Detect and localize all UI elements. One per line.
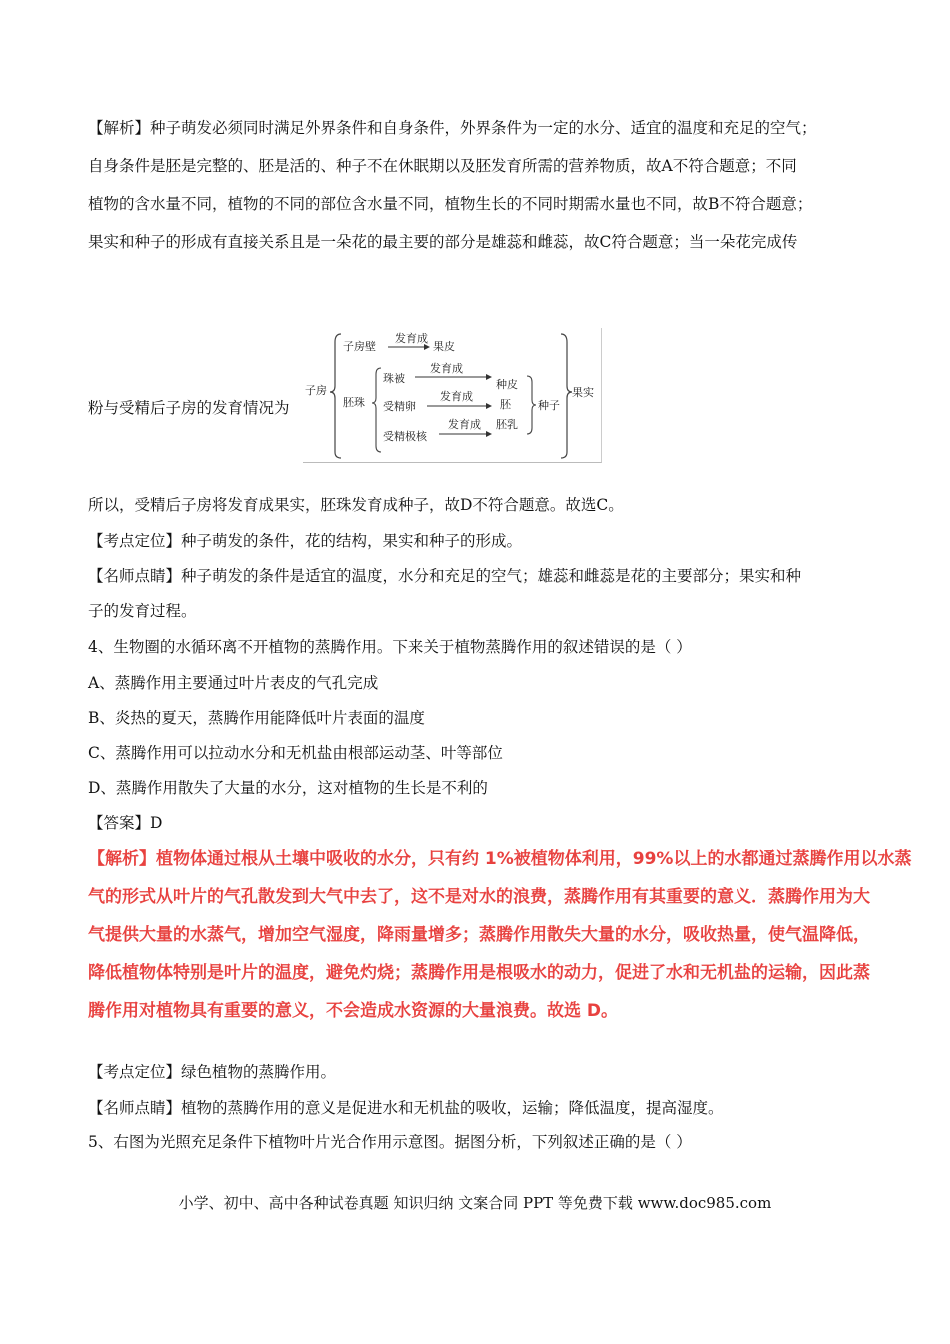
label-develops-1: 发育成 [395, 332, 428, 345]
option-b: B、炎热的夏天，蒸腾作用能降低叶片表面的温度 [88, 709, 425, 727]
option-d: D、蒸腾作用散失了大量的水分，这对植物的生长是不利的 [88, 779, 488, 797]
question-4: 4、生物圈的水循环离不开植物的蒸腾作用。下来关于植物蒸腾作用的叙述错误的是（ ） [88, 638, 692, 656]
option-a: A、蒸腾作用主要通过叶片表皮的气孔完成 [88, 674, 379, 692]
analysis-line-1: 【解析】种子萌发必须同时满足外界条件和自身条件，外界条件为一定的水分、适宜的温度和充足的空气； [88, 119, 817, 137]
label-fruit: 果实 [572, 386, 594, 399]
label-ovule: 胚珠 [343, 396, 365, 409]
red-analysis-1: 【解析】植物体通过根从土壤中吸收的水分，只有约 1%被植物体利用，99%以上的水都通过蒸腾作用以水蒸 [88, 849, 912, 869]
label-develops-2: 发育成 [430, 362, 463, 375]
label-ovary: 子房 [305, 384, 327, 397]
analysis-line-4: 果实和种子的形成有直接关系且是一朵花的最主要的部分是雄蕊和雌蕊，故C符合题意；当一朵花完成传 [88, 233, 798, 251]
ovule-brace [372, 368, 381, 452]
label-fertilized-polar-nuclei: 受精极核 [383, 430, 427, 443]
label-embryo: 胚 [500, 398, 511, 411]
key-point-2: 【考点定位】绿色植物的蒸腾作用。 [88, 1063, 337, 1081]
key-point-1: 【考点定位】种子萌发的条件，花的结构，果实和种子的形成。 [88, 532, 523, 550]
answer: 【答案】D [88, 814, 163, 832]
ovary-development-diagram [303, 328, 602, 463]
analysis-line-2: 自身条件是胚是完整的、胚是活的、种子不在休眠期以及胚发育所需的营养物质，故A不符合题意；不同 [88, 157, 797, 175]
seed-brace [527, 376, 536, 434]
label-ovary-wall: 子房壁 [343, 340, 376, 353]
label-integument: 珠被 [383, 372, 405, 385]
label-develops-4: 发育成 [448, 418, 481, 431]
red-analysis-2: 气的形式从叶片的气孔散发到大气中去了，这不是对水的浪费，蒸腾作用有其重要的意义．蒸腾作用为大 [88, 887, 870, 907]
footer: 小学、初中、高中各种试卷真题 知识归纳 文案合同 PPT 等免费下载 www.doc985.com [178, 1194, 772, 1212]
label-endosperm: 胚乳 [496, 418, 518, 431]
ovary-brace [330, 334, 341, 458]
teacher-tip-1a: 【名师点睛】种子萌发的条件是适宜的温度，水分和充足的空气；雄蕊和雌蕊是花的主要部分；果实和种 [88, 567, 802, 585]
red-analysis-4: 降低植物体特别是叶片的温度，避免灼烧；蒸腾作用是根吸水的动力，促进了水和无机盐的运输，因此蒸 [88, 963, 870, 983]
label-develops-3: 发育成 [440, 390, 473, 403]
label-pericarp: 果皮 [433, 340, 455, 353]
red-analysis-5: 腾作用对植物具有重要的意义，不会造成水资源的大量浪费。故选 D。 [88, 1001, 619, 1021]
conclusion-line: 所以，受精后子房将发育成果实，胚珠发育成种子，故D不符合题意。故选C。 [88, 496, 624, 514]
label-seed: 种子 [538, 399, 560, 412]
analysis-line-5: 粉与受精后子房的发育情况为 [88, 399, 290, 417]
question-5: 5、右图为光照充足条件下植物叶片光合作用示意图。据图分析，下列叙述正确的是（ ） [88, 1133, 692, 1151]
teacher-tip-1b: 子的发育过程。 [88, 602, 197, 620]
analysis-line-3: 植物的含水量不同，植物的不同的部位含水量不同，植物生长的不同时期需水量也不同，故B不符合题意； [88, 195, 813, 213]
label-fertilized-egg: 受精卵 [383, 400, 416, 413]
label-seed-coat: 种皮 [496, 378, 518, 391]
teacher-tip-2: 【名师点睛】植物的蒸腾作用的意义是促进水和无机盐的吸收，运输；降低温度，提高湿度。 [88, 1099, 724, 1117]
red-analysis-3: 气提供大量的水蒸气，增加空气湿度，降雨量增多；蒸腾作用散失大量的水分，吸收热量，使气温降低， [88, 925, 870, 945]
option-c: C、蒸腾作用可以拉动水分和无机盐由根部运动茎、叶等部位 [88, 744, 503, 762]
fruit-brace [561, 334, 572, 458]
